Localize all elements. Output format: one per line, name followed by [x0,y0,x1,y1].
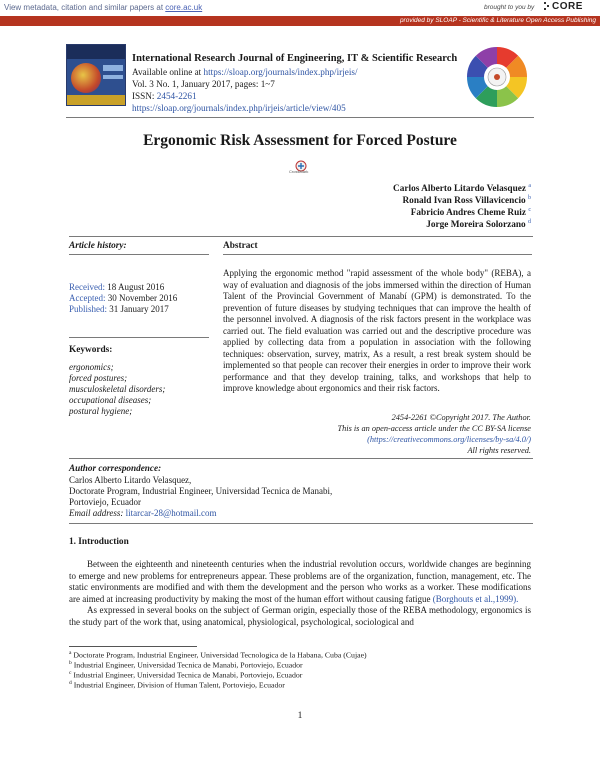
abstract-text: Applying the ergonomic method "rapid assessment of the whole body" (REBA), a way of evaluation and diagnosis of the jobs immersed within the direction of Human Talent of the Provincial Government of Manabí (GPM) is demonstrated. To the prevention of future diseases by studying techniques that can improve the health of the personnel involved. A diagnosis of the risk factors present in the workplace was carried out. The field evaluation was carried out and the descriptive procedure was applied by collecting data from a population in association with the following techniques: observation, survey, matrix, As a result, a rest break system should be implemented so that people can recover their energies in order to improve their work performance and that they develop training, talks, and workshops that help to improve knowledge about ergonomics and their risk factors. [223,268,531,394]
license-rights: All rights reserved. [467,446,531,455]
license-statement: This is an open-access article under the CC BY-SA license [337,424,531,433]
author-name: Carlos Alberto Litardo Velasquez [393,184,526,195]
keyword-item: postural hygiene; [69,406,133,416]
section-heading-introduction: 1. Introduction [69,537,129,547]
published-date [69,304,169,314]
keywords-label: Keywords: [69,345,113,355]
correspondence-label: Author correspondence: [69,463,162,473]
abstract-label: Abstract [223,241,258,251]
footnote-mark: b [69,660,72,666]
footnote-rule [69,646,197,647]
core-brought-text: brought to you by [484,4,535,11]
citation-link[interactable]: (Borghouts et al.,1999). [432,593,519,604]
email-link[interactable]: litarcar-28@hotmail.com [125,508,217,518]
keyword-item: occupational diseases; [69,395,152,405]
journal-name: International Research Journal of Engineering, IT & Scientific Research [132,53,458,64]
accepted-value: 30 November 2016 [107,293,178,303]
published-label: Published: [69,304,108,314]
available-prefix: Available online at [132,67,202,77]
journal-url-link[interactable]: https://sloap.org/journals/index.php/irjeis/ [203,67,358,77]
footnote-a [69,650,367,660]
core-link-text: View metadata, citation and similar papers at [4,3,164,12]
footnote-b [69,660,303,670]
keywords-top-rule [69,337,209,338]
issn-label: ISSN: [132,91,155,101]
author-name: Jorge Moreira Solorzano [426,220,526,231]
received-value: 18 August 2016 [107,282,165,292]
intro-paragraph-2: As expressed in several books on the subject of German origin, especially those of the REBA methodology, ergonomics is the study part of the work that, using anatomical, physiological, psychological, sociological and [69,605,531,627]
received-date [69,282,164,292]
correspondence-email [69,508,217,518]
journal-volume: Vol. 3 No. 1, January 2017, pages: 1~7 [132,79,275,89]
license-link[interactable]: (https://creativecommons.org/licenses/by-sa/4.0/) [367,435,531,444]
core-metadata-link[interactable] [4,3,202,12]
author-4 [426,219,531,230]
correspondence-location: Portoviejo, Ecuador [69,497,141,507]
abstract-rule [223,254,532,255]
footnote-text: Industrial Engineer, Division of Human Talent, Portoviejo, Ecuador [73,680,285,690]
received-label: Received: [69,282,105,292]
journal-issn [132,91,197,101]
core-provided-text[interactable]: provided by SLOAP - Scientific & Literature Open Access Publishing [399,17,596,24]
author-1 [393,183,531,194]
crossmark-label: CrossMark [289,169,309,174]
intro-paragraph-1 [69,559,531,605]
author-2 [402,195,531,206]
footnote-c [69,670,302,680]
issn-link[interactable]: 2454-2261 [156,91,197,101]
accepted-date [69,293,177,303]
footnote-text: Industrial Engineer, Universidad Tecnica de Manabi, Portoviejo, Ecuador [73,660,303,670]
keyword-item: ergonomics; [69,362,114,372]
footnote-mark: d [69,680,72,686]
journal-logo-wheel-icon [466,46,528,108]
paper-title: Ergonomic Risk Assessment for Forced Posture [143,132,457,149]
email-label: Email address: [69,508,124,518]
author-mark: b [528,195,531,201]
accepted-label: Accepted: [69,293,106,303]
footnote-mark: c [69,670,72,676]
core-logo-icon [543,1,551,13]
footnote-mark: a [69,650,72,656]
keyword-item: forced postures; [69,373,128,383]
header-divider [66,117,534,118]
author-name: Ronald Ivan Ross Villavicencio [402,196,526,207]
history-rule [69,254,209,255]
published-value: 31 January 2017 [109,304,169,314]
page-number: 1 [297,711,303,721]
article-url-link[interactable]: https://sloap.org/journals/index.php/irjeis/article/view/405 [132,103,346,113]
article-history-label: Article history: [69,241,127,251]
intro-p1-text: Between the eighteenth and nineteenth centuries when the industrial revolution occurs, worldwide changes are beginning to emerge and new problems for entrepreneurs appear. These problems are of the organization, function, management, etc. The static environments are modified and with them the development and the person who works as a worker. These modifications are aimed at increasing productivity by making the most of the human effort without causing fatigue [69,559,531,604]
info-top-rule [69,236,533,237]
author-mark: d [528,219,531,225]
keyword-item: musculoskeletal disorders; [69,384,166,394]
correspondence-affiliation: Doctorate Program, Industrial Engineer, Universidad Tecnica de Manabi, [69,486,333,496]
footnote-text: Industrial Engineer, Universidad Tecnica de Manabi, Portoviejo, Ecuador [73,670,303,680]
intro-top-rule [69,523,533,524]
correspondence-name: Carlos Alberto Litardo Velasquez, [69,475,192,485]
correspondence-rule [69,458,533,459]
license-copyright: 2454-2261 ©Copyright 2017. The Author. [391,413,531,422]
journal-available [132,67,358,77]
journal-cover-thumbnail [66,44,126,106]
author-mark: c [528,207,531,213]
footnote-text: Doctorate Program, Industrial Engineer, Universidad Tecnologica de la Habana, Cuba (Cujae) [73,650,367,660]
footnote-d [69,680,285,690]
author-mark: a [528,183,531,189]
author-name: Fabricio Andres Cheme Ruiz [410,208,526,219]
core-logo[interactable]: CORE [552,1,583,12]
author-3 [411,207,531,218]
core-link-url[interactable]: core.ac.uk [165,3,203,12]
